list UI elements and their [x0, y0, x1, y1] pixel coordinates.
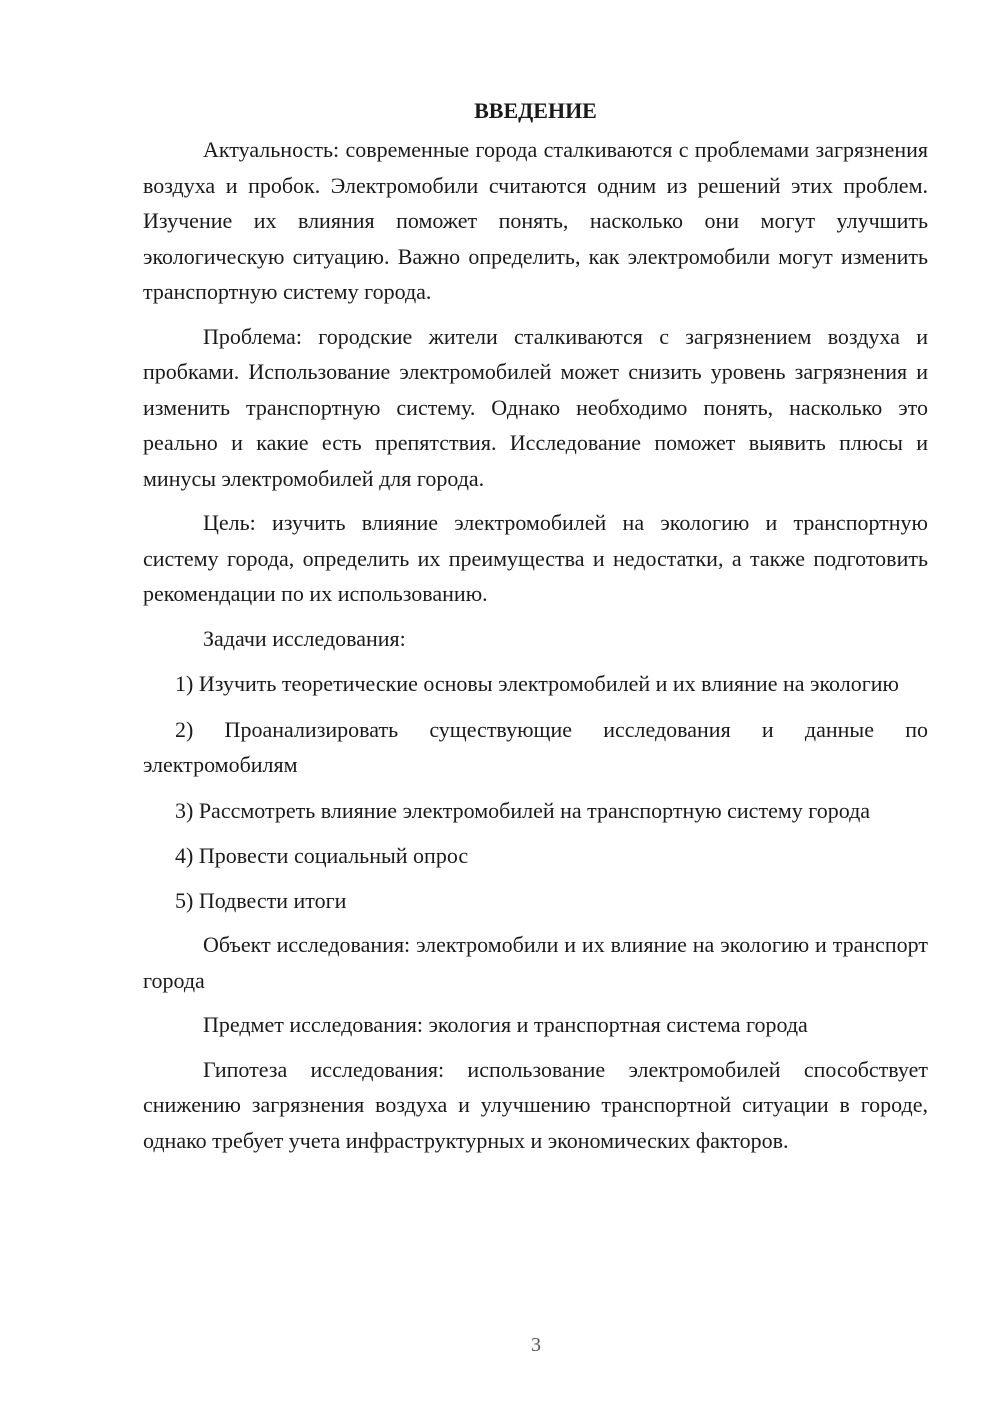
task-item: 1) Изучить теоретические основы электромобилей и их влияние на экологию: [175, 671, 899, 696]
object-paragraph: Объект исследования: электромобили и их влияние на экологию и транспорт города: [143, 932, 928, 993]
task-item: 2) Проанализировать существующие исследования и данные по электромобилям: [143, 716, 928, 777]
task-item: 5) Подвести итоги: [175, 887, 347, 913]
page-title: ВВЕДЕНИЕ: [474, 98, 597, 123]
document-body: [143, 92, 928, 1167]
task-item: 4) Провести социальный опрос: [175, 843, 469, 868]
relevance-paragraph: Актуальность: современные города сталкиваются с проблемами загрязнения воздуха и пробок. Электромобили считаются одним из решений этих проблем. Изучение их влияния поможет понять, насколько они могут улучшить экологическую ситуацию. Важно определить, как электромобили могут изменить транспортную систему города.: [143, 137, 928, 304]
task-item: 3) Рассмотреть влияние электромобилей на транспортную систему города: [175, 797, 871, 823]
subject-paragraph: Предмет исследования: экология и транспортная система города: [203, 1012, 808, 1037]
goal-paragraph: Цель: изучить влияние электромобилей на экологию и транспортную систему города, определить их преимущества и недостатки, а также подготовить рекомендации по их использованию.: [143, 510, 928, 606]
problem-paragraph: Проблема: городские жители сталкиваются с загрязнением воздуха и пробками. Использование электромобилей может снизить уровень загрязнения и изменить транспортную систему. Однако необходимо понять, насколько это реально и какие есть препятствия. Исследование поможет выявить плюсы и минусы электромобилей для города.: [143, 323, 928, 491]
page-number: 3: [531, 1334, 541, 1356]
hypothesis-paragraph: Гипотеза исследования: использование электромобилей способствует снижению загрязнения воздуха и улучшению транспортной ситуации в городе, однако требует учета инфраструктурных и экономических факторов.: [143, 1056, 928, 1153]
tasks-heading: Задачи исследования:: [203, 625, 406, 651]
